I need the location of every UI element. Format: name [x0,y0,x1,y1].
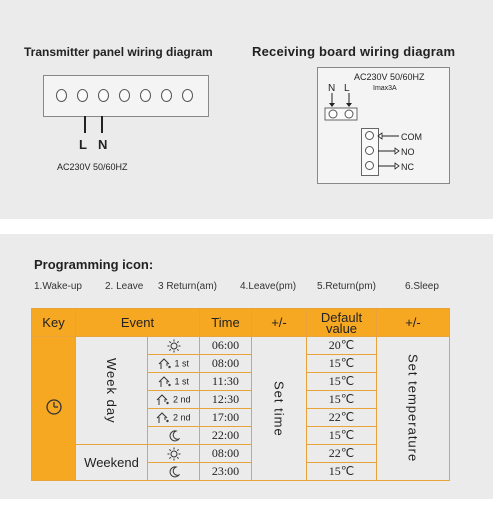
sun-icon [167,447,181,461]
set-temp-label: Set temperature [405,354,421,463]
event-icon-cell [148,427,200,445]
relay-arrows-icon [377,128,401,174]
weekend-label: Weekend [84,455,139,470]
table-row [32,337,450,355]
key-cell [32,337,76,481]
moon-icon [168,430,180,442]
temp-cell: 15℃ [307,355,377,373]
set-time-label: Set time [271,380,287,437]
nc-terminal-icon [365,161,374,170]
event-label: 2 nd [172,411,191,422]
no-terminal-icon [365,146,374,155]
com-label: COM [401,132,422,142]
house-return-icon [158,376,172,388]
legend-item-5: 5.Return(pm) [317,281,376,292]
transmitter-power-label: AC230V 50/60HZ [57,162,128,172]
legend-item-3: 3 Return(am) [158,281,217,292]
table-header-row [32,309,450,337]
nc-label: NC [401,162,414,172]
temp-cell: 15℃ [307,463,377,481]
temp-cell: 22℃ [307,409,377,427]
time-cell: 08:00 [200,355,252,373]
weekday-label: Week day [104,357,119,424]
time-cell: 06:00 [200,337,252,355]
time-cell: 17:00 [200,409,252,427]
event-icon-cell [148,409,200,427]
event-icon-cell [148,355,200,373]
transmitter-l-label: L [79,137,87,152]
wire-n [101,116,103,133]
terminal-icon [182,89,193,102]
event-icon-cell [148,463,200,481]
terminal-icon [161,89,172,102]
time-cell: 22:00 [200,427,252,445]
com-terminal-icon [365,131,374,140]
temp-cell: 15℃ [307,391,377,409]
temp-cell: 20℃ [307,337,377,355]
header-key: Key [32,309,76,337]
header-plusminus-temp: +/- [377,309,450,337]
clock-icon [45,398,63,416]
legend-item-6: 6.Sleep [405,281,439,292]
header-default-value: Default value [307,309,377,337]
receiver-l-label: L [344,83,350,94]
terminal-icon [77,89,88,102]
weekday-cell [76,337,148,445]
weekend-cell [76,445,148,481]
no-label: NO [401,147,415,157]
time-cell: 11:30 [200,373,252,391]
event-icon-cell [148,445,200,463]
temp-cell: 15℃ [307,427,377,445]
event-label: 2 nd [172,393,191,404]
power-arrows-icon [324,92,364,122]
event-icon-cell [148,373,200,391]
house-leave-icon [158,358,172,370]
sun-icon [167,339,181,353]
house-return-icon [156,412,170,424]
terminal-icon [56,89,67,102]
house-leave-icon [156,394,170,406]
receiver-n-label: N [328,83,336,94]
terminal-icon [98,89,109,102]
time-cell: 08:00 [200,445,252,463]
set-time-cell [252,337,307,481]
event-icon-cell [148,337,200,355]
receiver-imax-label: Imax3A [373,85,397,92]
set-temp-cell [377,337,450,481]
time-cell: 23:00 [200,463,252,481]
header-event: Event [76,309,200,337]
legend-item-2: 2. Leave [105,281,144,292]
terminal-icon [140,89,151,102]
programming-title: Programming icon: [34,257,154,272]
transmitter-terminal-block [43,75,209,117]
temp-cell: 15℃ [307,373,377,391]
receiver-power-label: AC230V 50/60HZ [354,72,425,82]
event-label: 1 st [174,357,190,368]
wire-l [84,116,86,133]
event-icon-cell [148,391,200,409]
terminal-icon [119,89,130,102]
transmitter-n-label: N [98,137,108,152]
time-cell: 12:30 [200,391,252,409]
legend-item-4: 4.Leave(pm) [240,281,297,292]
event-label: 1 st [174,375,190,386]
temp-cell: 22℃ [307,445,377,463]
header-plusminus-time: +/- [252,309,307,337]
legend-item-1: 1.Wake-up [34,281,82,292]
transmitter-title: Transmitter panel wiring diagram [24,45,213,59]
program-table [31,308,450,481]
header-time: Time [200,309,252,337]
moon-icon [168,466,180,478]
receiving-title: Receiving board wiring diagram [252,44,456,59]
